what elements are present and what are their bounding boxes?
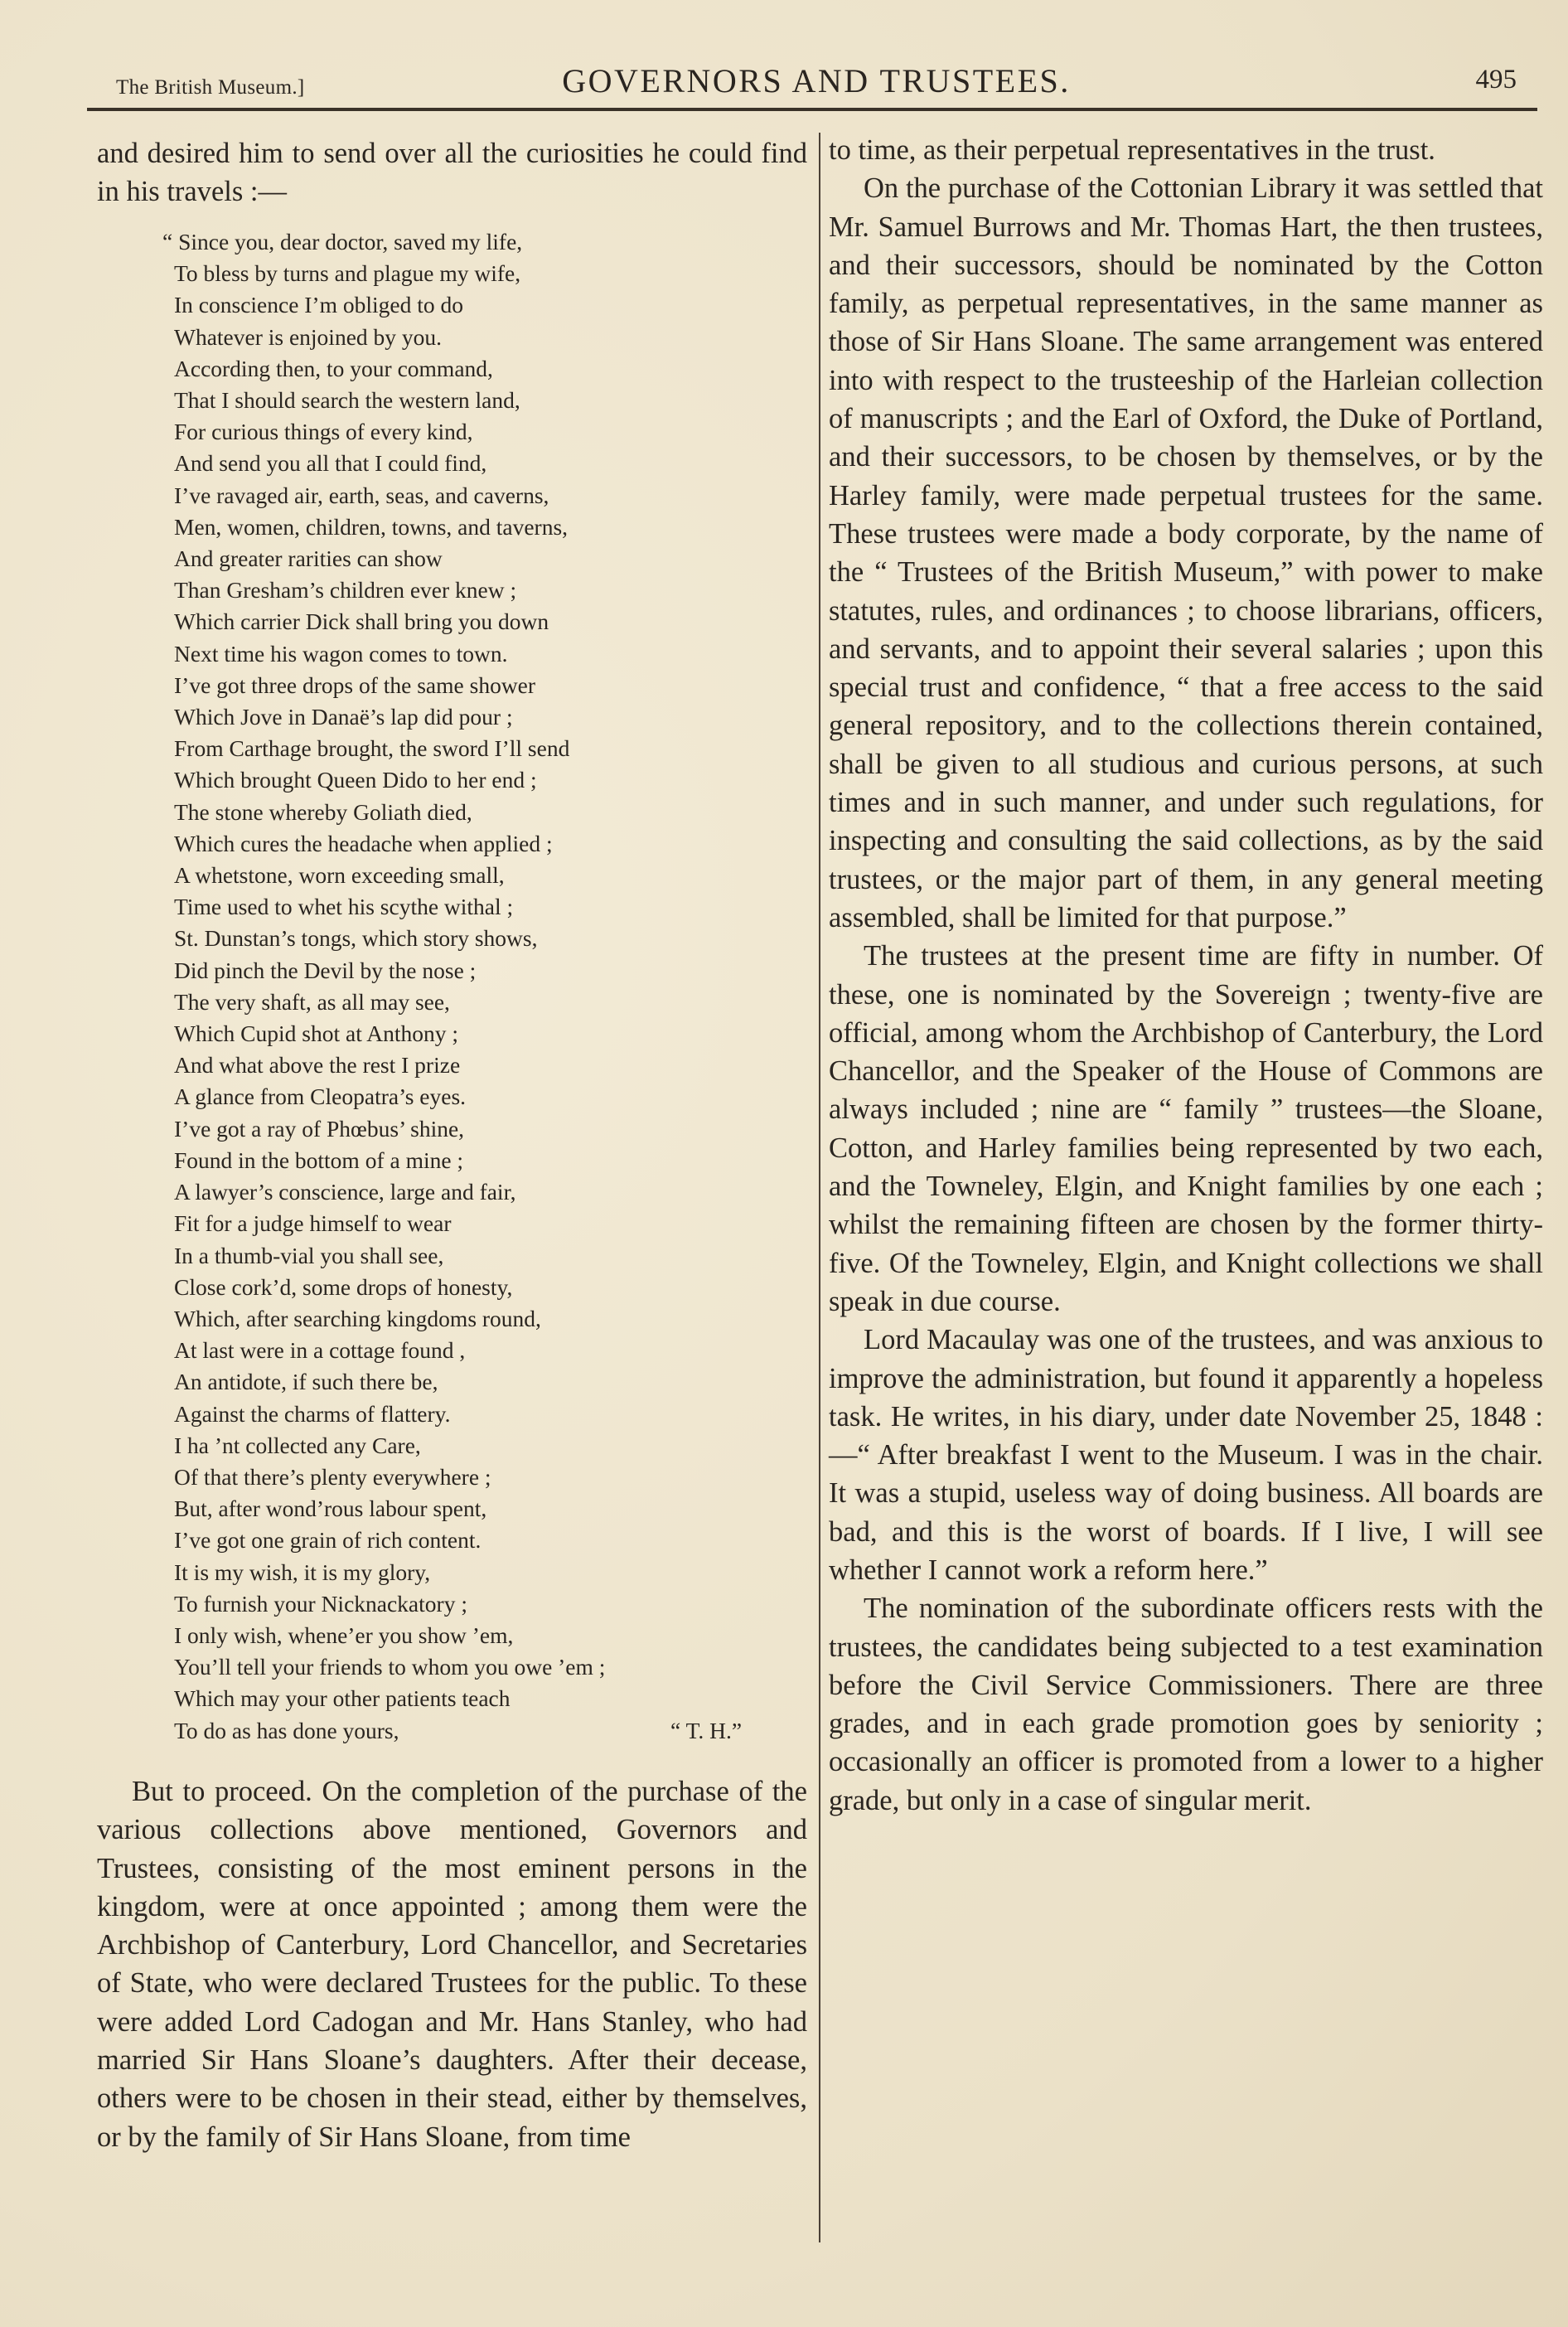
poem-line: A whetstone, worn exceeding small, xyxy=(174,862,505,889)
poem-line: Which Jove in Danaë’s lap did pour ; xyxy=(174,704,513,730)
poem-line: That I should search the western land, xyxy=(174,387,520,414)
poem-line: Which may your other patients teach xyxy=(174,1685,511,1712)
poem xyxy=(162,226,804,1747)
poem-line: You’ll tell your friends to whom you owe ’em ; xyxy=(174,1654,606,1680)
poem-line: I only wish, whene’er you show ’em, xyxy=(174,1622,514,1648)
poem-line: And what above the rest I prize xyxy=(174,1052,461,1079)
poem-line: To furnish your Nicknackatory ; xyxy=(174,1590,467,1617)
poem-line: Did pinch the Devil by the nose ; xyxy=(174,957,477,983)
poem-signature: “ T. H.” xyxy=(670,1717,743,1743)
intro-paragraph: and desired him to send over all the curiosities he could find in his travels :— xyxy=(97,138,807,208)
right-paragraph: On the purchase of the Cottonian Library it was settled that Mr. Samuel Burrows and Mr. Thomas Hart, the then trustees, and their successors, should be nominated by the Cotton family, as perpetual representatives, in the same manner as those of Sir Hans Sloane. The same arrangement was entered into with respect to the trusteeship of the Harleian collection of manuscripts ; and the Earl of Oxford, the Duke of Portland, and their successors, to be chosen by themselves, or by the Harley family, were made perpetual trustees for the same. These trustees were made a body corporate, by the name of the “ Trustees of the British Museum,” with power to make statutes, rules, and ordinances ; to choose librarians, officers, and servants, and to appoint their several salaries ; upon this special trust and confidence, “ that a free access to the said general repository, and to the collections therein contained, shall be given to all studious and curious persons, at such times and in such manner, and under such regulations, for inspecting and consulting the said collections, as by the said trustees, or the major part of them, in any general meeting assembled, shall be limited for that purpose.” xyxy=(829,172,1543,933)
poem-line: And send you all that I could find, xyxy=(174,450,487,477)
poem-line: Which, after searching kingdoms round, xyxy=(174,1305,541,1331)
poem-line: And greater rarities can show xyxy=(174,545,443,572)
poem-line: Which carrier Dick shall bring you down xyxy=(174,608,549,635)
poem-line: From Carthage brought, the sword I’ll send xyxy=(174,735,570,762)
poem-line: I’ve got one grain of rich content. xyxy=(174,1527,482,1554)
closing-paragraph: But to proceed. On the completion of the purchase of the various collections above mentioned, Governors and Trustees, consisting of the most eminent persons in the kingdom, were at once appointed ; among them were the Archbishop of Canterbury, Lord Chancellor, and Secretaries of State, who were declared Trustees for the public. To these were added Lord Cadogan and Mr. Hans Stanley, who had married Sir Hans Sloane’s daughters. After their decease, others were to be chosen in their stead, either by themselves, or by the family of Sir Hans Sloane, from time xyxy=(97,1776,807,2153)
poem-line: Time used to whet his scythe withal ; xyxy=(174,894,514,920)
poem-line: Found in the bottom of a mine ; xyxy=(174,1147,464,1173)
poem-line: For curious things of every kind, xyxy=(174,419,473,445)
poem-line: Which cures the headache when applied ; xyxy=(174,830,553,856)
poem-line: St. Dunstan’s tongs, which story shows, xyxy=(174,925,538,952)
poem-line: In a thumb-vial you shall see, xyxy=(174,1242,444,1268)
poem-line: To bless by turns and plague my wife, xyxy=(174,260,521,287)
right-column xyxy=(829,131,1543,1820)
page-number: 495 xyxy=(1475,65,1517,95)
poem-line: Of that there’s plenty everywhere ; xyxy=(174,1463,491,1490)
poem-line: Whatever is enjoined by you. xyxy=(174,323,443,350)
poem-line: I’ve got a ray of Phœbus’ shine, xyxy=(174,1115,465,1142)
poem-line: According then, to your command, xyxy=(174,355,493,381)
left-column-closing xyxy=(97,1772,807,2156)
poem-line: Than Gresham’s children ever knew ; xyxy=(174,577,517,604)
poem-line: A glance from Cleopatra’s eyes. xyxy=(174,1084,467,1110)
poem-line: I ha ’nt collected any Care, xyxy=(174,1432,421,1458)
poem-line: Which Cupid shot at Anthony ; xyxy=(174,1020,458,1047)
poem-line: An antidote, if such there be, xyxy=(174,1369,438,1395)
header-rule xyxy=(87,108,1537,111)
poem-line: Next time his wagon comes to town. xyxy=(174,640,508,667)
column-divider xyxy=(819,133,820,2242)
poem-line: In conscience I’m obliged to do xyxy=(174,292,463,318)
right-paragraph: The trustees at the present time are fifty in number. Of these, one is nominated by the Sovereign ; twenty-five are official, among whom the Archbishop of Canterbury, the Lord Chancellor, and the Speaker of the House of Commons are always included ; nine are “ family ” trustees—the Sloane, Cotton, and Harley families being represented by two each, and the Towneley, Elgin, and Knight families by one each ; whilst the remaining fifteen are chosen by the former thirty-five. Of the Towneley, Elgin, and Knight collections we shall speak in due course. xyxy=(829,940,1543,1317)
poem-line: Men, women, children, towns, and taverns, xyxy=(174,513,569,540)
poem-line: Which brought Queen Dido to her end ; xyxy=(174,767,537,793)
poem-line: I’ve ravaged air, earth, seas, and caverns, xyxy=(174,482,549,508)
poem-line: “ Since you, dear doctor, saved my life, xyxy=(162,229,523,255)
page-title: GOVERNORS AND TRUSTEES. xyxy=(562,62,1071,99)
left-column-intro xyxy=(97,134,807,211)
poem-line: I’ve got three drops of the same shower xyxy=(174,671,536,698)
poem-line: But, after wond’rous labour spent, xyxy=(174,1496,487,1522)
poem-line: The very shaft, as all may see, xyxy=(174,988,450,1015)
poem-line: Fit for a judge himself to wear xyxy=(174,1210,452,1237)
poem-line: At last were in a cottage found , xyxy=(174,1337,466,1364)
poem-line: A lawyer’s conscience, large and fair, xyxy=(174,1179,516,1205)
poem-line: The stone whereby Goliath died, xyxy=(174,798,472,825)
poem-line: Close cork’d, some drops of honesty, xyxy=(174,1273,513,1300)
poem-line: It is my wish, it is my glory, xyxy=(174,1559,431,1585)
poem-line: Against the charms of flattery. xyxy=(174,1400,451,1427)
right-paragraph: Lord Macaulay was one of the trustees, and was anxious to improve the administration, but found it apparently a hopeless task. He writes, in his diary, under date November 25, 1848 :—“ After breakfast I went to the Museum. I was in the chair. It was a stupid, useless way of doing business. All boards are bad, and this is the worst of boards. If I live, I will see whether I cannot work a reform here.” xyxy=(829,1324,1543,1586)
right-paragraph: The nomination of the subordinate officers rests with the trustees, the candidates being subjected to a test examination before the Civil Service Commissioners. There are three grades, and in each grade promotion goes by seniority ; occasionally an officer is promoted from a lower to a higher grade, but only in a case of singular merit. xyxy=(829,1593,1543,1816)
poem-line: To do as has done yours, “ T. H.” xyxy=(174,1715,804,1747)
right-paragraph: to time, as their perpetual representatives in the trust. xyxy=(829,134,1435,166)
running-head: The British Museum.] xyxy=(116,76,305,99)
